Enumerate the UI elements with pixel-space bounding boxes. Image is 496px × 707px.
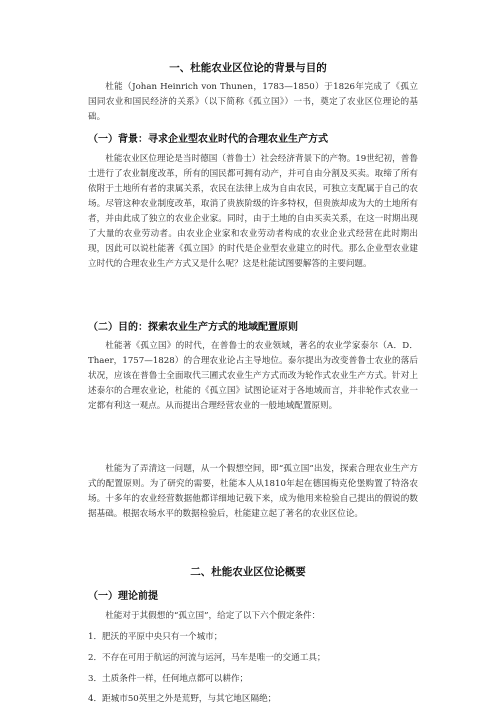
section1-sub1-body: 杜能农业区位理论是当时德国（普鲁士）社会经济背景下的产物。19世纪初，普鲁士进行了农业制度改革，所有的国民都可拥有动产，并可自由分割及买卖。取缔了所有依附于土地所有者的隶属关系，农民在法律上成为自由农民，可独立支配属于自己的农场。尽管这种农业制度改革，取消了贵族阶级的许多特权，但贵族却成为大的土地所有者，并由此成了独立的农业企业家。同时，由于土地的自由买卖关系，在这一时期出现了大量的农业劳动者。由农业企业家和农业劳动者构成的农业企业式经营在此时期出现，因此可以说杜能著《孤立国》的时代是企业型农业建立的时代。那么企业型农业建立时代的合理农业生产方式又是什么呢？这是杜能试图要解答的主要问题。: [88, 154, 418, 269]
section2-sub1-heading: （一）理论前提: [88, 591, 158, 602]
list-item: 1．肥沃的平原中央只有一个城市；: [88, 632, 223, 642]
section1-title-wrap: [0, 60, 496, 75]
section1-sub2-heading: （二）目的：探索农业生产方式的地域配置原则: [88, 322, 298, 333]
section1-sub2-body2: 杜能为了弄清这一问题，从一个假想空间，即“孤立国”出发，探索合理农业生产方式的配置原则。为了研究的需要，杜能本人从1810年起在德国梅克伦堡购置了特洛农场。十多年的农业经营数据他都详细地记载下来，成为他用来检验自己提出的假说的数据基础。根据农场水平的数据检验后，杜能建立起了著名的农业区位论。: [88, 464, 418, 519]
list-item: 3．土质条件一样，任何地点都可以耕作；: [88, 674, 249, 684]
section1-title: 一、杜能农业区位论的背景与目的: [169, 62, 327, 74]
section1-intro: 杜能（Johan Heinrich von Thunen，1783—1850）于1826年完成了《孤立国同农业和国民经济的关系》（以下简称《孤立国》）一书，奠定了农业区位理论的基础。: [88, 82, 418, 122]
section2-title-wrap: [0, 564, 496, 579]
list-item: 2．不存在可用于航运的河流与运河，马车是唯一的交通工具；: [88, 653, 326, 663]
section1-sub1-heading: （一）背景：寻求企业型农业时代的合理农业生产方式: [88, 134, 328, 145]
section1-sub2-body1: 杜能著《孤立国》的时代，在普鲁士的农业领域，著名的农业学家泰尔（A．D．Thaer，1757—1828）的合理农业论占主导地位。泰尔提出为改变普鲁士农业的落后状况，应该在普鲁士全面取代三圃式农业生产方式而改为轮作式农业生产方式。针对上述泰尔的合理农业论，杜能的《孤立国》试图论证对于各地域而言，并非轮作式农业一定都有利这一观点。从而提出合理经营农业的一般地域配置原则。: [88, 341, 418, 411]
list-item: 4．距城市50英里之外是荒野，与其它地区隔绝；: [88, 694, 277, 704]
section2-title: 二、杜能农业区位论概要: [190, 566, 306, 578]
section2-sub1-intro: 杜能对于其假想的“孤立国”，给定了以下六个假定条件：: [105, 611, 321, 621]
